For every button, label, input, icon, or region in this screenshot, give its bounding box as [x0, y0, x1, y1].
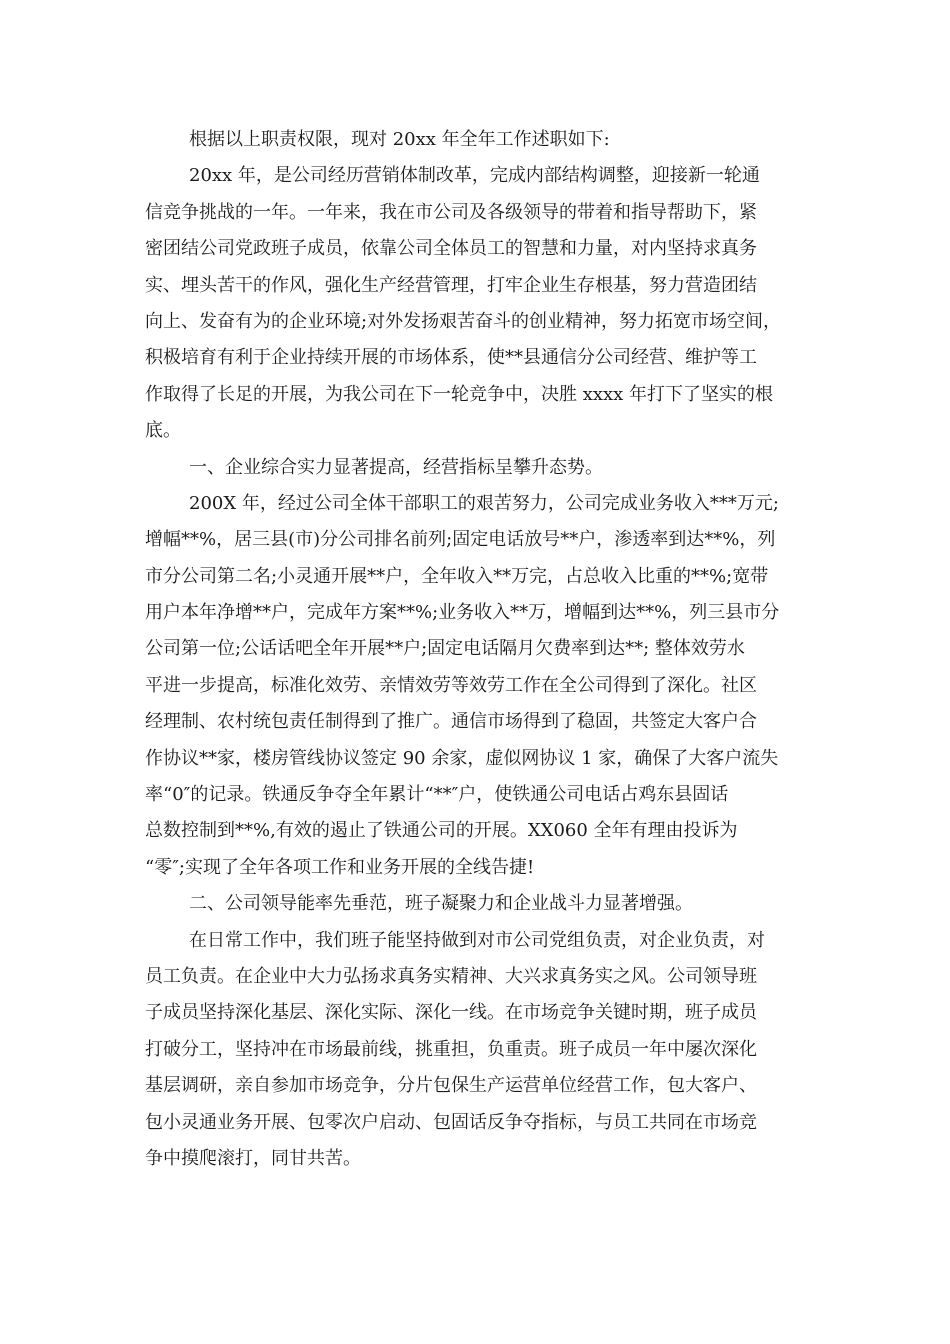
text-line: 二、公司领导能率先垂范，班子凝聚力和企业战斗力显著增强。 — [189, 893, 693, 915]
text-line: 积极培育有利于企业持续开展的市场体系，使**县通信分公司经营、维护等工 — [145, 347, 757, 369]
text-line: 信竞争挑战的一年。一年来，我在市公司及各级领导的带着和指导帮助下，紧 — [145, 201, 757, 223]
text-line: 底。 — [145, 420, 181, 442]
text-line: 平进一步提高，标准化效劳、亲情效劳等效劳工作在全公司得到了深化。社区 — [145, 674, 757, 696]
text-line: 一、企业综合实力显著提高，经营指标呈攀升态势。 — [189, 456, 603, 478]
text-line: 打破分工，坚持冲在市场最前线，挑重担，负重责。班子成员一年中屡次深化 — [145, 1038, 757, 1060]
text-line: 基层调研，亲自参加市场竞争，分片包保生产运营单位经营工作，包大客户、 — [145, 1075, 757, 1097]
text-line: 作取得了长足的开展，为我公司在下一轮竞争中，决胜 xxxx 年打下了坚实的根 — [145, 383, 774, 405]
text-line: 20xx 年，是公司经历营销体制改革，完成内部结构调整，迎接新一轮通 — [189, 165, 760, 187]
document-body — [145, 122, 807, 1177]
text-line: 向上、发奋有为的企业环境;对外发扬艰苦奋斗的创业精神，努力拓宽市场空间， — [145, 310, 782, 332]
text-line: 员工负责。在企业中大力弘扬求真务实精神、大兴求真务实之风。公司领导班 — [145, 965, 757, 987]
text-line: 公司第一位;公话话吧全年开展**户;固定电话隔月欠费率到达**; 整体效劳水 — [145, 638, 745, 660]
text-line: 在日常工作中，我们班子能坚持做到对市公司党组负责，对企业负责，对 — [189, 929, 765, 951]
text-line: 总数控制到**%,有效的遏止了铁通公司的开展。XX060 全年有理由投诉为 — [145, 820, 738, 842]
text-line: 200X 年，经过公司全体干部职工的艰苦努力，公司完成业务收入***万元; — [189, 492, 779, 514]
text-line: 子成员坚持深化基层、深化实际、深化一线。在市场竞争关键时期，班子成员 — [145, 1002, 757, 1024]
text-line: 包小灵通业务开展、包零次户启动、包固话反争夺指标，与员工共同在市场竞 — [145, 1111, 757, 1133]
text-line: 率“0″的记录。铁通反争夺全年累计“**″户，使铁通公司电话占鸡东县固话 — [145, 784, 729, 806]
text-line: 根据以上职责权限，现对 20xx 年全年工作述职如下: — [189, 129, 610, 150]
text-line: 增幅**%，居三县(市)分公司排名前列;固定电话放号**户，渗透率到达**%，列 — [145, 529, 776, 551]
text-line: 实、埋头苦干的作风，强化生产经营管理，打牢企业生存根基，努力营造团结 — [145, 274, 757, 296]
text-line: 用户本年净增**户，完成年方案**%;业务收入**万，增幅到达**%，列三县市分 — [145, 602, 780, 624]
text-line: “零″;实现了全年各项工作和业务开展的全线告捷! — [145, 856, 535, 878]
text-line: 经理制、农村统包责任制得到了推广。通信市场得到了稳固，共签定大客户合 — [145, 711, 757, 733]
text-line: 争中摸爬滚打，同甘共苦。 — [145, 1147, 361, 1169]
text-line: 作协议**家，楼房管线协议签定 90 余家，虚似网协议 1 家，确保了大客户流失 — [145, 747, 779, 769]
text-line: 市分公司第二名;小灵通开展**户，全年收入**万完，占总收入比重的**%;宽带 — [145, 565, 769, 587]
text-line: 密团结公司党政班子成员，依靠公司全体员工的智慧和力量，对内坚持求真务 — [145, 238, 757, 260]
